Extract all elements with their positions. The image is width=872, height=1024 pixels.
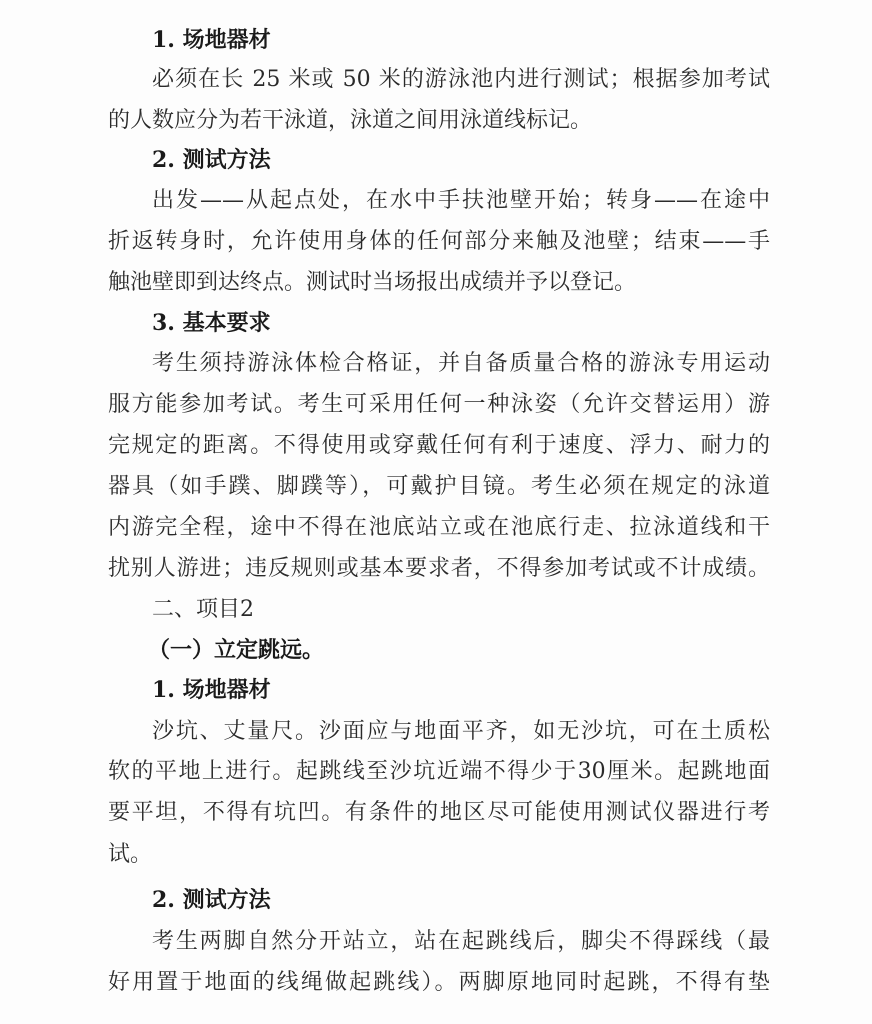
paragraph-line: 沙坑、丈量尺。沙面应与地面平齐，如无沙坑，可在土质松	[152, 719, 770, 744]
section-heading: 3. 基本要求	[152, 310, 271, 336]
paragraph-line: 考生两脚自然分开站立，站在起跳线后，脚尖不得踩线（最	[152, 929, 770, 954]
paragraph-line: 的人数应分为若干泳道，泳道之间用泳道线标记。	[108, 108, 593, 133]
paragraph-line: 出发——从起点处，在水中手扶池壁开始；转身——在途中	[152, 188, 770, 213]
section-heading: 2. 测试方法	[152, 147, 271, 173]
subsection-heading: （一）立定跳远。	[148, 637, 325, 663]
paragraph-line: 器具（如手蹼、脚蹼等），可戴护目镜。考生必须在规定的泳道	[108, 474, 770, 499]
paragraph-line: 折返转身时，允许使用身体的任何部分来触及池壁；结束——手	[108, 229, 770, 254]
paragraph-line: 触池壁即到达终点。测试时当场报出成绩并予以登记。	[108, 270, 637, 295]
paragraph-line: 要平坦，不得有坑凹。有条件的地区尽可能使用测试仪器进行考	[108, 800, 770, 825]
paragraph-line: 扰别人游进；违反规则或基本要求者，不得参加考试或不计成绩。	[108, 556, 770, 581]
part-heading: 二、项目2	[152, 597, 254, 622]
paragraph-line: 内游完全程，途中不得在池底站立或在池底行走、拉泳道线和干	[108, 515, 770, 540]
paragraph-line: 完规定的距离。不得使用或穿戴任何有利于速度、浮力、耐力的	[108, 433, 770, 458]
paragraph-line: 软的平地上进行。起跳线至沙坑近端不得少于30厘米。起跳地面	[108, 759, 770, 784]
paragraph-line: 好用置于地面的线绳做起跳线）。两脚原地同时起跳，不得有垫	[108, 970, 770, 995]
paragraph-line: 试。	[108, 842, 153, 867]
paragraph-line: 考生须持游泳体检合格证，并自备质量合格的游泳专用运动	[152, 351, 770, 376]
paragraph-line: 服方能参加考试。考生可采用任何一种泳姿（允许交替运用）游	[108, 392, 770, 417]
section-heading: 1. 场地器材	[152, 677, 271, 703]
section-heading: 2. 测试方法	[152, 887, 271, 913]
section-heading: 1. 场地器材	[152, 27, 271, 53]
paragraph-line: 必须在长 25 米或 50 米的游泳池内进行测试；根据参加考试	[152, 67, 770, 92]
